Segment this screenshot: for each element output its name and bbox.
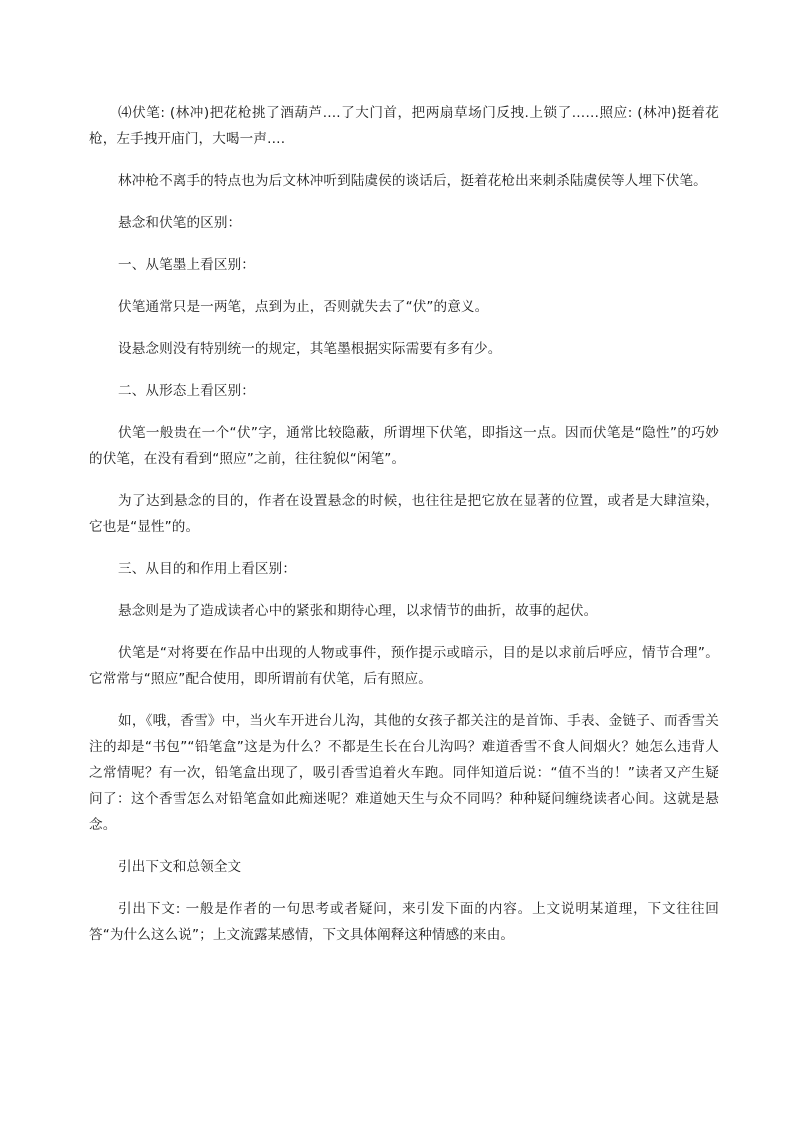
- paragraph-foreshadowing-brevity: 伏笔通常只是一两笔，点到为止，否则就失去了“伏”的意义。: [118, 299, 489, 315]
- paragraph-lin-chong-spear: 林冲枪不离手的特点也为后文林冲听到陆虞侯的谈话后，挺着花枪出来刺杀陆虞侯等人埋下伏笔。: [118, 173, 707, 189]
- paragraph-difference-heading: 悬念和伏笔的区别：: [118, 215, 242, 231]
- document-page: [89, 100, 719, 948]
- paragraph-lead-heading: 引出下文和总领全文: [118, 859, 242, 875]
- paragraph-suspense-length: 设悬念则没有特别统一的规定，其笔墨根据实际需要有多有少。: [118, 341, 502, 357]
- paragraph-suspense-visible: 为了达到悬念的目的，作者在设置悬念的时候，也往往是把它放在显著的位置，或者是大肆渲染，它也是“显性”的。: [89, 493, 719, 535]
- paragraph-lead-explanation: 引出下文: 一般是作者的一句思考或者疑问，来引发下面的内容。上文说明某道理，下文往往回答“为什么这么说”；上文流露某感情，下文具体阐释这种情感的来由。: [89, 901, 719, 943]
- paragraph-section-three-heading: 三、从目的和作用上看区别：: [118, 561, 297, 577]
- paragraph-xiangxue-example: 如，《哦，香雪》中，当火车开进台儿沟，其他的女孩子都关注的是首饰、手表、金链子、而香雪关注的却是“书包”“铅笔盒”这是为什么？不都是生长在台儿沟吗？难道香雪不食人间烟火？她怎么违背人之常情呢？有一次，铅笔盒出现了，吸引香雪追着火车跑。同伴知道后说：“值不当的！”读者又产生疑问了：这个香雪怎么对铅笔盒如此痴迷呢？难道她天生与众不同吗？种种疑问缠绕读者心间。这就是悬念。: [89, 713, 719, 833]
- paragraph-foreshadowing-example: ⑷伏笔: (林冲)把花枪挑了酒葫芦….了大门首，把两扇草场门反拽.上锁了……照应: (林冲)挺着花枪，左手拽开庙门，大喝一声….: [89, 105, 719, 147]
- paragraph-suspense-purpose: 悬念则是为了造成读者心中的紧张和期待心理，以求情节的曲折，故事的起伏。: [118, 603, 598, 619]
- paragraph-section-two-heading: 二、从形态上看区别：: [118, 383, 255, 399]
- paragraph-foreshadowing-purpose: 伏笔是“对将要在作品中出现的人物或事件，预作提示或暗示，目的是以求前后呼应，情节合理”。它常常与“照应”配合使用，即所谓前有伏笔，后有照应。: [89, 645, 719, 687]
- paragraph-foreshadowing-hidden: 伏笔一般贵在一个“伏”字，通常比较隐蔽，所谓埋下伏笔，即指这一点。因而伏笔是“隐性”的巧妙的伏笔，在没有看到“照应”之前，往往貌似“闲笔”。: [89, 425, 719, 467]
- paragraph-section-one-heading: 一、从笔墨上看区别：: [118, 257, 255, 273]
